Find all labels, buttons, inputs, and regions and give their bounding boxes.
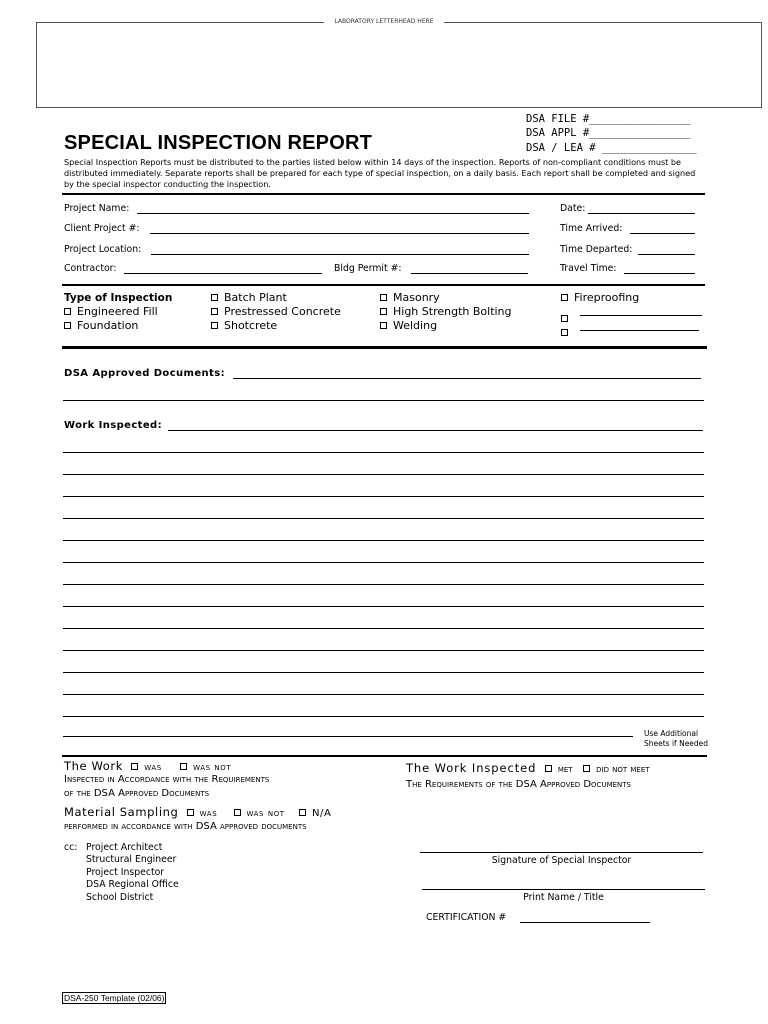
writing-line[interactable] — [63, 540, 704, 541]
prestressed-concrete-option[interactable] — [211, 305, 341, 318]
option-label: Foundation — [77, 319, 139, 332]
met-label: met — [557, 764, 573, 775]
writing-line[interactable] — [63, 606, 704, 607]
writing-line[interactable] — [63, 452, 704, 453]
ms-was-not-checkbox[interactable] — [234, 809, 241, 816]
checkbox[interactable] — [211, 308, 218, 315]
writing-line[interactable] — [63, 736, 633, 737]
work-inspected-result-label: The Work Inspected — [406, 761, 537, 775]
shotcrete-option[interactable] — [211, 319, 277, 332]
checkbox[interactable] — [380, 308, 387, 315]
masonry-option[interactable] — [380, 291, 440, 304]
checkbox[interactable] — [380, 322, 387, 329]
ms-was-label: was — [199, 808, 218, 819]
list-item: School District — [86, 891, 154, 903]
type-of-inspection-heading: Type of Inspection — [64, 292, 173, 304]
time-departed-label: Time Departed: — [560, 244, 633, 255]
project-location-label: Project Location: — [64, 244, 142, 255]
project-name-field[interactable] — [137, 204, 529, 214]
the-work-label: The Work — [64, 759, 123, 773]
list-item: Project Architect — [86, 842, 163, 853]
work-inspected-field[interactable] — [168, 430, 703, 431]
did-not-meet-label: did not meet — [596, 764, 650, 775]
option-label: Prestressed Concrete — [224, 305, 341, 318]
checkbox[interactable] — [64, 308, 71, 315]
dsa-approved-documents-field[interactable] — [233, 378, 701, 379]
project-location-field[interactable] — [151, 245, 529, 255]
checkbox[interactable] — [211, 294, 218, 301]
writing-line[interactable] — [63, 628, 704, 629]
writing-line[interactable] — [63, 474, 704, 475]
was-not-label: was not — [193, 762, 232, 773]
foundation-option[interactable] — [64, 319, 138, 332]
checkbox[interactable] — [64, 322, 71, 329]
other-option-1-field[interactable] — [580, 306, 702, 316]
writing-line[interactable] — [63, 400, 704, 401]
writing-line[interactable] — [63, 716, 704, 717]
option-label: Fireproofing — [574, 291, 640, 304]
letterhead-label: LABORATORY LETTERHEAD HERE — [0, 18, 768, 25]
work-inspected-label: Work Inspected: — [64, 420, 162, 431]
list-item: DSA Regional Office — [86, 879, 179, 891]
option-label: Shotcrete — [224, 319, 278, 332]
material-sampling-line — [64, 805, 331, 819]
material-sampling-label: Material Sampling — [64, 805, 179, 819]
note-line: Use Additional — [644, 729, 699, 738]
divider — [62, 193, 705, 195]
met-checkbox[interactable] — [545, 765, 552, 772]
other-option-2[interactable] — [561, 321, 574, 340]
time-arrived-field[interactable] — [630, 224, 695, 234]
other-option-2-field[interactable] — [580, 321, 699, 331]
date-label: Date: — [560, 203, 586, 214]
ms-was-checkbox[interactable] — [187, 809, 194, 816]
was-not-checkbox[interactable] — [180, 763, 187, 770]
travel-time-label: Travel Time: — [560, 263, 617, 274]
ms-was-not-label: was not — [246, 808, 285, 819]
divider — [62, 346, 707, 349]
time-departed-field[interactable] — [638, 245, 695, 255]
writing-line[interactable] — [63, 672, 704, 673]
travel-time-field[interactable] — [624, 264, 695, 274]
cc-list — [86, 842, 179, 904]
welding-option[interactable] — [380, 319, 437, 332]
engineered-fill-option[interactable] — [64, 305, 158, 318]
signature-label: Signature of Special Inspector — [491, 855, 632, 866]
divider — [62, 755, 707, 757]
ms-na-label: N/A — [311, 808, 332, 819]
list-item: Project Inspector — [86, 866, 165, 878]
was-label: was — [144, 762, 162, 773]
high-strength-bolting-option[interactable] — [380, 305, 512, 318]
divider — [62, 284, 705, 286]
certification-field[interactable] — [520, 913, 650, 923]
time-arrived-label: Time Arrived: — [560, 223, 623, 234]
contractor-field[interactable] — [124, 264, 322, 274]
intro-text: Special Inspection Reports must be distributed to the parties listed below within 14 days of the inspection. Reports of non-compliant conditions must be distributed immediately. Separate reports shall be prepared for each type of special inspection, on a daily basis. Each report shall be completed and signed by the special inspector conducting the inspection. — [64, 157, 696, 190]
dsa-file: DSA FILE #________________ — [526, 113, 691, 125]
bldg-permit-label: Bldg Permit #: — [334, 263, 402, 274]
option-label: High Strength Bolting — [393, 305, 512, 318]
fireproofing-option[interactable] — [561, 291, 639, 304]
writing-line[interactable] — [63, 694, 704, 695]
list-item: Structural Engineer — [86, 854, 177, 866]
page-title: SPECIAL INSPECTION REPORT — [64, 132, 373, 154]
approved-documents-line: of the DSA Approved Documents — [64, 788, 210, 799]
letterhead-box — [36, 22, 762, 108]
print-name-field[interactable] — [422, 889, 705, 890]
client-project-label: Client Project #: — [64, 223, 140, 234]
option-label: Engineered Fill — [77, 305, 158, 318]
did-not-meet-checkbox[interactable] — [583, 765, 590, 772]
met-requirements-line: The Requirements of the DSA Approved Documents — [406, 779, 631, 790]
requirements-line: Inspected in Accordance with the Requirements — [64, 774, 270, 785]
client-project-field[interactable] — [150, 224, 529, 234]
ms-na-checkbox[interactable] — [299, 809, 306, 816]
option-label: Welding — [393, 319, 438, 332]
the-work-line — [64, 759, 231, 773]
dsa-appl: DSA APPL #________________ — [526, 127, 691, 139]
cc-label: cc: — [64, 842, 78, 853]
writing-line[interactable] — [63, 584, 704, 585]
form-id: DSA-250 Template (02/06) — [64, 993, 165, 1003]
date-field[interactable] — [588, 204, 695, 214]
contractor-label: Contractor: — [64, 263, 117, 274]
work-inspected-result-line — [406, 761, 650, 775]
dsa-approved-documents-label: DSA Approved Documents: — [64, 368, 225, 379]
print-name-label: Print Name / Title — [523, 892, 604, 903]
checkbox[interactable] — [561, 294, 568, 301]
batch-plant-option[interactable] — [211, 291, 287, 304]
writing-line[interactable] — [63, 650, 704, 651]
writing-line[interactable] — [63, 518, 704, 519]
checkbox[interactable] — [561, 329, 568, 336]
signature-field[interactable] — [420, 852, 703, 853]
was-checkbox[interactable] — [131, 763, 138, 770]
checkbox[interactable] — [211, 322, 218, 329]
performed-line: performed in accordance with DSA approved documents — [64, 821, 307, 832]
option-label: Masonry — [393, 291, 440, 304]
dsa-lea: DSA / LEA # _______________ — [526, 142, 697, 154]
writing-line[interactable] — [63, 496, 704, 497]
project-name-label: Project Name: — [64, 203, 130, 214]
writing-line[interactable] — [63, 562, 704, 563]
checkbox[interactable] — [380, 294, 387, 301]
option-label: Batch Plant — [224, 291, 287, 304]
bldg-permit-field[interactable] — [411, 264, 528, 274]
note-line: Sheets if Needed — [644, 739, 709, 748]
additional-sheets-note — [644, 729, 708, 749]
certification-label: CERTIFICATION # — [426, 912, 507, 923]
